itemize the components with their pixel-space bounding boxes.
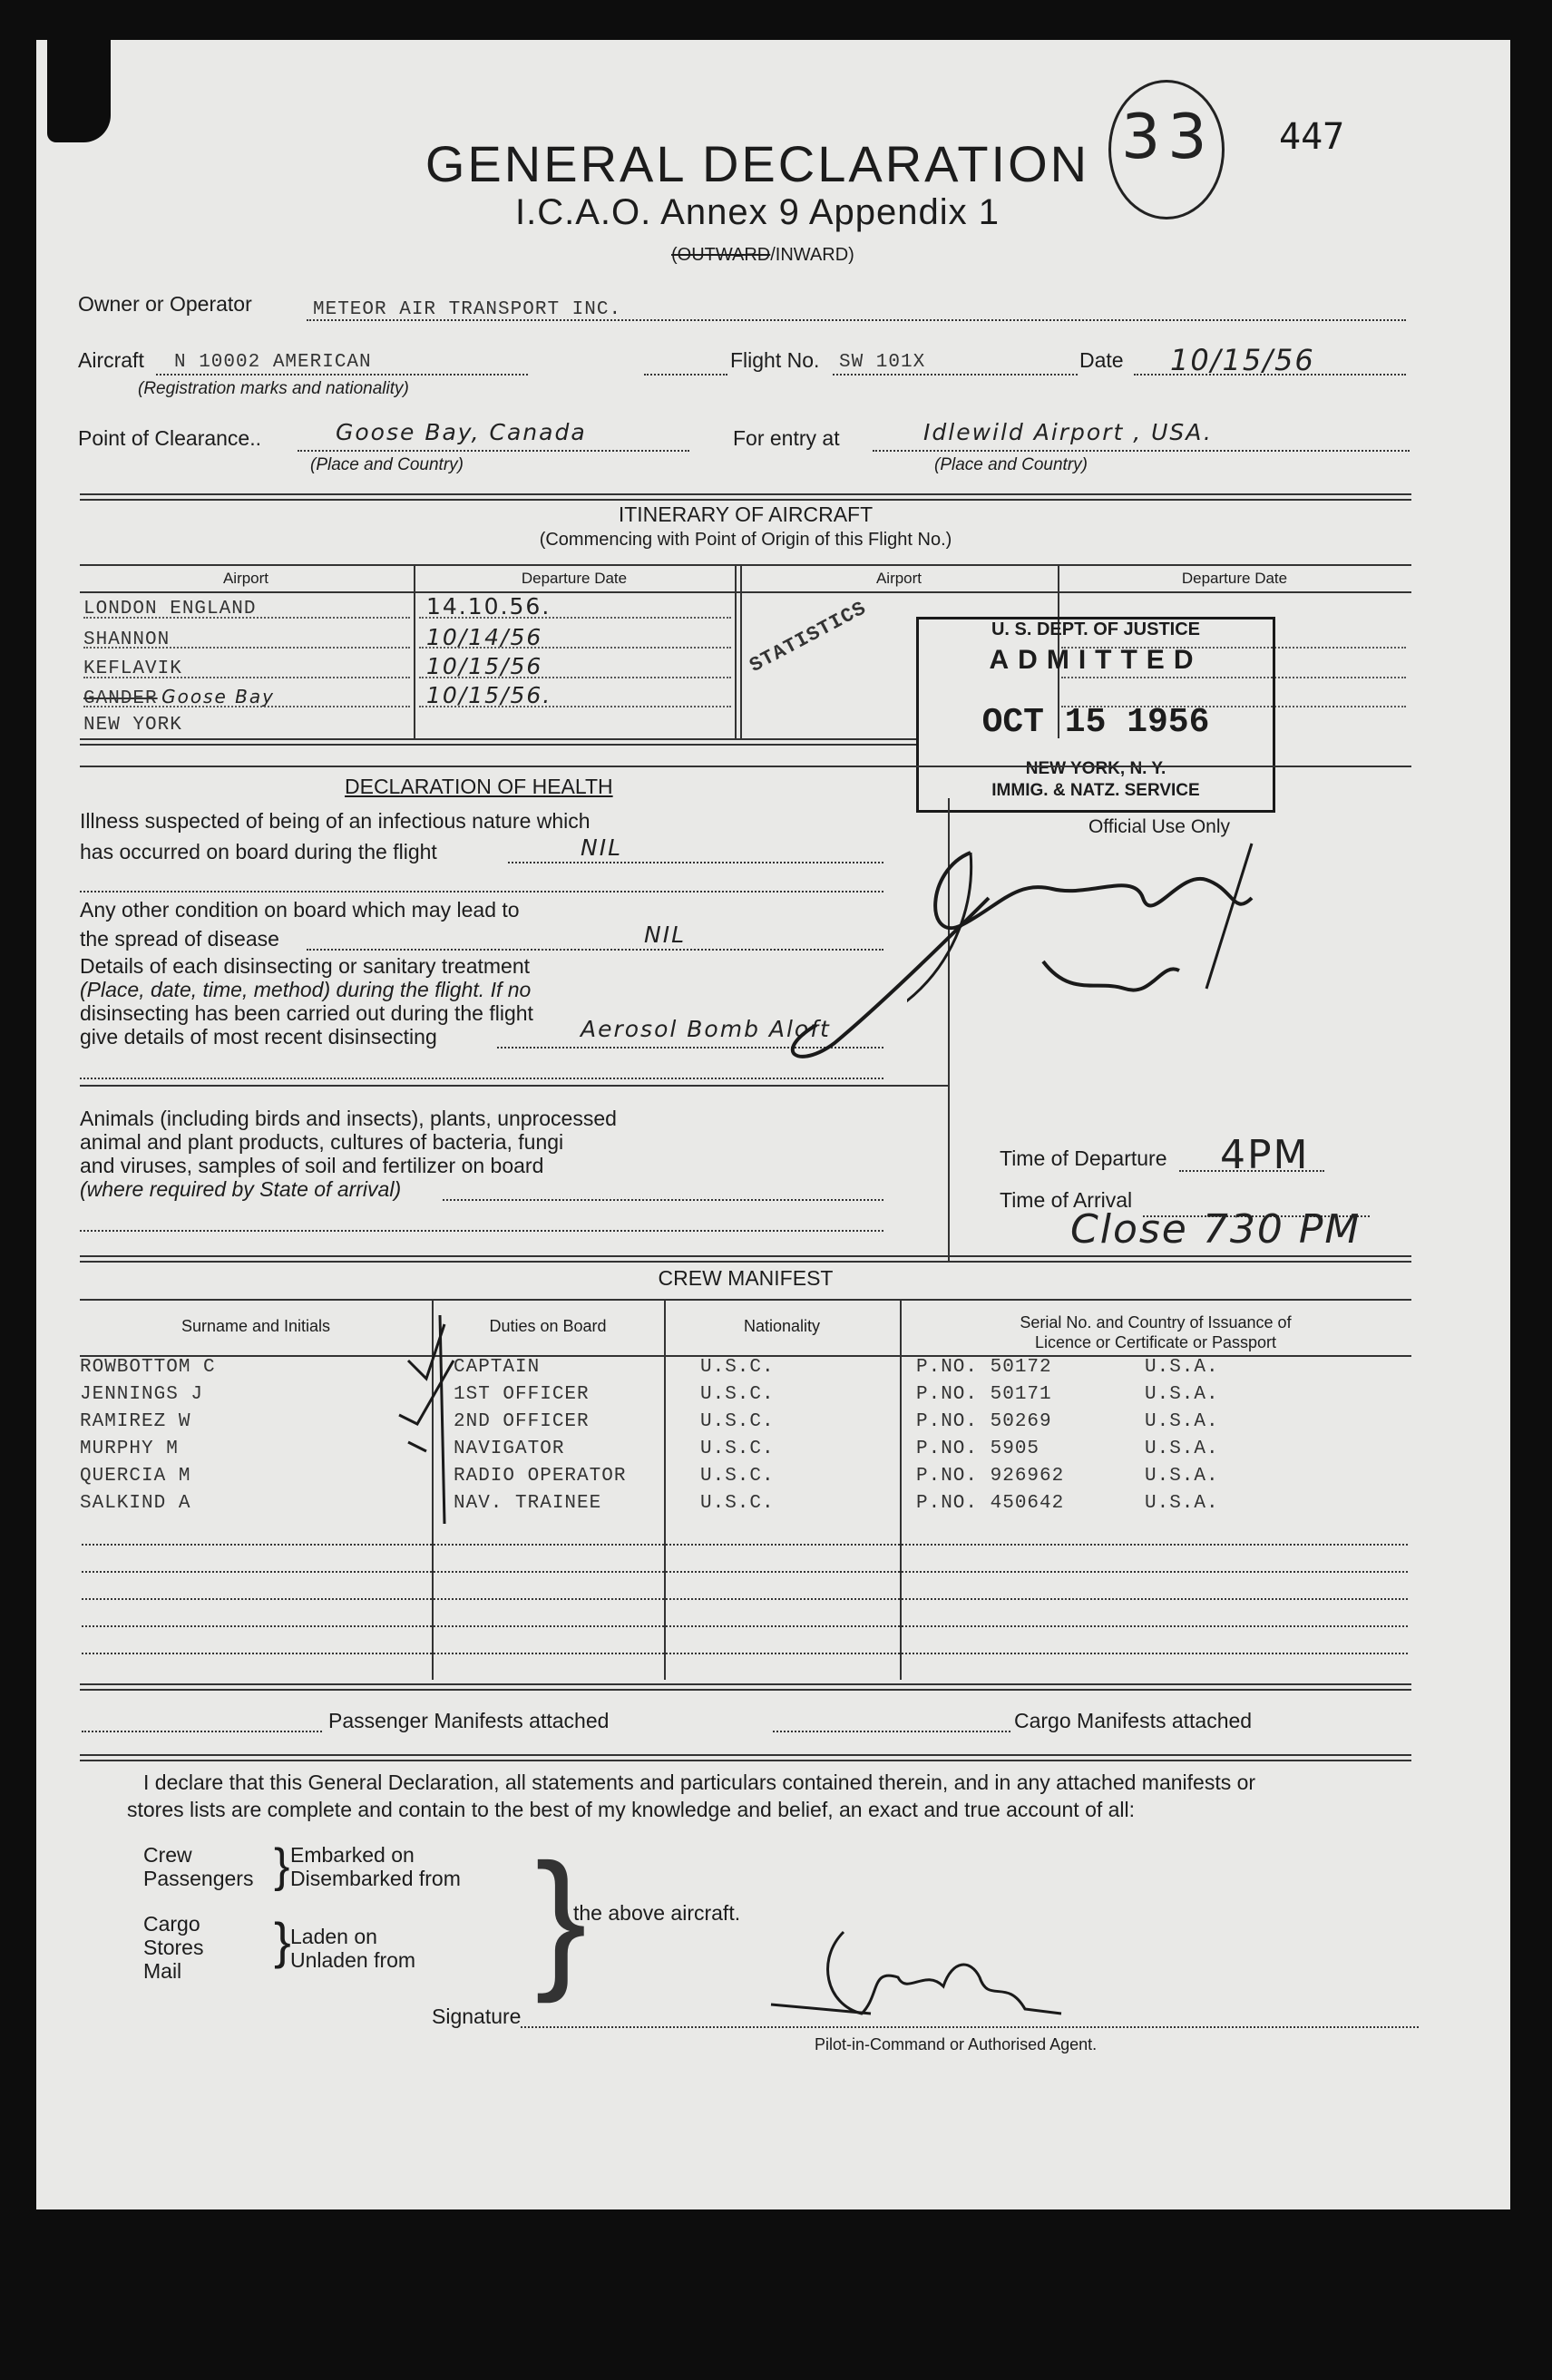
clearance-note: (Place and Country) [310, 455, 464, 474]
crew-title: CREW MANIFEST [658, 1266, 834, 1290]
itin-head-departure2: Departure Date [1181, 570, 1288, 587]
crew-name-0: ROWBOTTOM C [80, 1357, 216, 1378]
crew-serial-3: P.NO. 5905 [916, 1439, 1040, 1459]
departure-value: 4PM [1220, 1132, 1310, 1178]
itin-ddots-2 [419, 677, 731, 678]
passengers-word: Passengers [143, 1867, 254, 1890]
crew-head-serial1: Serial No. and Country of Issuance of [1020, 1313, 1292, 1331]
arrival-label: Time of Arrival [1000, 1188, 1133, 1212]
crew-head-nationality: Nationality [743, 1317, 821, 1335]
stamp-line3: OCT 15 1956 [981, 703, 1210, 742]
crew-name-4: QUERCIA M [80, 1466, 191, 1487]
itin-airport-1: SHANNON [83, 629, 171, 650]
itinerary-subtitle: (Commencing with Point of Origin of this Flight No.) [539, 530, 952, 550]
mail-word: Mail [143, 1959, 182, 1983]
stamp-line2: ADMITTED [989, 645, 1203, 675]
stamp-line4: NEW YORK, N. Y. [1025, 759, 1166, 778]
animals-line4: (where required by State of arrival) [80, 1177, 402, 1201]
itin-date-2: 10/15/56 [426, 653, 543, 679]
outward-struck: (OUTWARD [671, 245, 771, 265]
itin-airport-4: NEW YORK [83, 715, 182, 736]
circled-number: 33 [1121, 102, 1215, 173]
crew-duty-4: RADIO OPERATOR [454, 1466, 627, 1487]
flight-lead-dots [644, 374, 727, 376]
passenger-dots [82, 1731, 322, 1732]
disinsect-line1: Details of each disinsecting or sanitary treatment [80, 954, 531, 978]
rule-crew-top [80, 1255, 1411, 1257]
crew-name-5: SALKIND A [80, 1493, 191, 1514]
page-number: 447 [1279, 116, 1345, 158]
cargo-manifest: Cargo Manifests attached [1014, 1709, 1253, 1732]
itin-ddots-0 [419, 617, 731, 619]
rule-itinerary-bottom [80, 738, 916, 740]
ellipse-mark [780, 889, 998, 1079]
registration-note: (Registration marks and nationality) [138, 379, 409, 398]
cargo-dots [773, 1731, 1010, 1732]
crew-duty-2: 2ND OFFICER [454, 1411, 590, 1432]
aircraft-dots [156, 374, 528, 376]
rule-itinerary-bottom2 [80, 744, 916, 746]
crew-country-0: U.S.A. [1145, 1357, 1219, 1378]
rule-health-top [80, 766, 1411, 767]
crew-empty-dots-4 [82, 1625, 1408, 1627]
animals-line1: Animals (including birds and insects), plants, unprocessed [80, 1107, 617, 1130]
flight-value: SW 101X [839, 352, 926, 373]
itin-date-0: 14.10.56. [426, 593, 551, 619]
itin-head-airport: Airport [222, 570, 269, 587]
itinerary-title: ITINERARY OF AIRCRAFT [618, 502, 874, 526]
crew-name-2: RAMIREZ W [80, 1411, 191, 1432]
clearance-value: Goose Bay, Canada [336, 419, 587, 445]
flight-dots [833, 374, 1078, 376]
aircraft-value: N 10002 AMERICAN [174, 352, 372, 373]
admitted-stamp [916, 617, 1275, 813]
crew-duty-1: 1ST OFFICER [454, 1384, 590, 1405]
entry-dots [873, 450, 1410, 452]
other-line2: the spread of disease [80, 927, 279, 951]
pilot-signature [762, 1923, 1070, 2032]
health-title: DECLARATION OF HEALTH [345, 775, 613, 798]
illness-line1: Illness suspected of being of an infectious nature which [80, 809, 591, 833]
crew-country-1: U.S.A. [1145, 1384, 1219, 1405]
crew-check-marks [390, 1306, 490, 1533]
itin-col-div2b [740, 564, 742, 738]
form-subtitle: I.C.A.O. Annex 9 Appendix 1 [515, 192, 1000, 232]
crew-head-surname: Surname and Initials [181, 1317, 331, 1335]
crew-nat-2: U.S.C. [700, 1411, 775, 1432]
inward-text: /INWARD) [770, 245, 854, 265]
rule-declare-top [80, 1754, 1411, 1756]
animals-dots2 [80, 1230, 883, 1232]
illness-line2: has occurred on board during the flight [80, 840, 437, 863]
crew-country-5: U.S.A. [1145, 1493, 1219, 1514]
rule-crew-head [80, 1299, 1411, 1301]
above-aircraft: the above aircraft. [573, 1901, 741, 1925]
itin-ddots-3 [419, 706, 731, 707]
stamp-line1: U. S. DEPT. OF JUSTICE [991, 619, 1201, 639]
disinsect-line4: give details of most recent disinsecting [80, 1025, 437, 1049]
crew-nat-1: U.S.C. [700, 1384, 775, 1405]
crew-serial-5: P.NO. 450642 [916, 1493, 1065, 1514]
crew-duty-3: NAVIGATOR [454, 1439, 565, 1459]
itin-date-1: 10/14/56 [426, 624, 543, 650]
itin-head-airport2: Airport [875, 570, 922, 587]
crew-empty-dots-3 [82, 1598, 1408, 1600]
other-value: NIL [644, 922, 687, 948]
rule-itinerary-top2 [80, 499, 1411, 501]
animals-line3: and viruses, samples of soil and fertilizer on board [80, 1154, 544, 1177]
itin-dots-2 [83, 677, 410, 678]
owner-value: METEOR AIR TRANSPORT INC. [313, 299, 622, 320]
official-use-label: Official Use Only [1088, 816, 1230, 837]
itin-dots-1 [83, 647, 410, 649]
crew-country-2: U.S.A. [1145, 1411, 1219, 1432]
stores-word: Stores [143, 1936, 204, 1959]
illness-dots [508, 862, 883, 863]
statistics-stamp: STATISTICS [746, 597, 871, 678]
disinsect-value: Aerosol Bomb Aloft [581, 1016, 831, 1042]
crew-empty-dots-1 [82, 1544, 1408, 1546]
itin-col-div1 [414, 564, 415, 738]
declare-line1: I declare that this General Declaration, all statements and particulars contained therein, and in any attached manifests or [143, 1770, 1256, 1794]
rule-animals-top [80, 1085, 948, 1087]
itin-ddots-1 [419, 647, 731, 649]
itin-dots-3 [83, 706, 410, 707]
rule-crew-bottom [80, 1683, 1411, 1685]
crew-empty-dots-5 [82, 1653, 1408, 1654]
form-title: GENERAL DECLARATION [425, 135, 1090, 192]
crew-serial-4: P.NO. 926962 [916, 1466, 1065, 1487]
signature-label: Signature [432, 2004, 522, 2028]
disinsect-dots2 [80, 1078, 883, 1079]
stamp-line5: IMMIG. & NATZ. SERVICE [991, 781, 1200, 800]
itin-airport-3-struck: GANDER [83, 688, 158, 709]
owner-label: Owner or Operator [78, 292, 252, 316]
arrival-value: Close 730 PM [1070, 1206, 1362, 1253]
animals-line2: animal and plant products, cultures of bacteria, fungi [80, 1130, 564, 1154]
date-label: Date [1079, 348, 1124, 372]
itin-head-departure: Departure Date [521, 570, 628, 587]
illness-value: NIL [581, 834, 623, 861]
crew-name-1: JENNINGS J [80, 1384, 204, 1405]
crew-nat-4: U.S.C. [700, 1466, 775, 1487]
clearance-dots [298, 450, 689, 452]
itin-airport-0: LONDON ENGLAND [83, 599, 257, 619]
brace-1: } [274, 1839, 290, 1892]
crew-head-duties: Duties on Board [489, 1317, 607, 1335]
crew-serial-0: P.NO. 50172 [916, 1357, 1052, 1378]
crew-empty-dots-2 [82, 1571, 1408, 1573]
flight-label: Flight No. [730, 348, 820, 372]
crew-serial-2: P.NO. 50269 [916, 1411, 1052, 1432]
crew-duty-5: NAV. TRAINEE [454, 1493, 602, 1514]
rule-declare-top2 [80, 1760, 1411, 1761]
crew-nat-5: U.S.C. [700, 1493, 775, 1514]
entry-label: For entry at [733, 426, 840, 450]
crew-word: Crew [143, 1843, 192, 1867]
illness-dots2 [80, 891, 883, 892]
rule-itinerary-head [80, 564, 1411, 566]
aircraft-label: Aircraft [78, 348, 144, 372]
rule-itinerary-subhead [80, 591, 1411, 593]
cargo-word: Cargo [143, 1912, 200, 1936]
unladen-word: Unladen from [290, 1948, 416, 1972]
itin-date-3: 10/15/56. [426, 682, 552, 708]
entry-note: (Place and Country) [934, 455, 1088, 474]
disinsect-line2: (Place, date, time, method) during the flight. If no [80, 978, 532, 1001]
itin-col-div2 [735, 564, 737, 738]
crew-name-3: MURPHY M [80, 1439, 179, 1459]
disembarked-word: Disembarked from [290, 1867, 461, 1890]
animals-dots [443, 1199, 883, 1201]
declare-line2: stores lists are complete and contain to the best of my knowledge and belief, an exact and true account of all: [127, 1798, 1136, 1821]
margin-blot [47, 38, 111, 142]
departure-label: Time of Departure [1000, 1146, 1167, 1170]
other-line1: Any other condition on board which may lead to [80, 898, 520, 922]
embarked-word: Embarked on [290, 1843, 415, 1867]
crew-serial-1: P.NO. 50171 [916, 1384, 1052, 1405]
crew-country-4: U.S.A. [1145, 1466, 1219, 1487]
brace-2: } [274, 1912, 291, 1969]
crew-duty-0: CAPTAIN [454, 1357, 541, 1378]
laden-word: Laden on [290, 1925, 377, 1948]
itin-airport-2: KEFLAVIK [83, 658, 182, 679]
rule-itinerary-top [80, 493, 1411, 495]
brace-3: } [535, 1832, 587, 2004]
crew-nat-3: U.S.C. [700, 1439, 775, 1459]
rule-crew-bottom2 [80, 1689, 1411, 1691]
passenger-manifest: Passenger Manifests attached [328, 1709, 610, 1732]
disinsect-line3: disinsecting has been carried out during the flight [80, 1001, 533, 1025]
pilot-label: Pilot-in-Command or Authorised Agent. [815, 2035, 1098, 2053]
itin-airport-3: Goose Bay [161, 686, 275, 707]
direction-line [671, 245, 854, 266]
crew-head-serial2: Licence or Certificate or Passport [1034, 1333, 1277, 1351]
entry-value: Idlewild Airport , USA. [923, 419, 1213, 445]
date-value: 10/15/56 [1170, 343, 1315, 377]
crew-country-3: U.S.A. [1145, 1439, 1219, 1459]
itin-dots-0 [83, 617, 410, 619]
rule-crew-top2 [80, 1261, 1411, 1263]
crew-nat-0: U.S.C. [700, 1357, 775, 1378]
clearance-label: Point of Clearance.. [78, 426, 262, 450]
